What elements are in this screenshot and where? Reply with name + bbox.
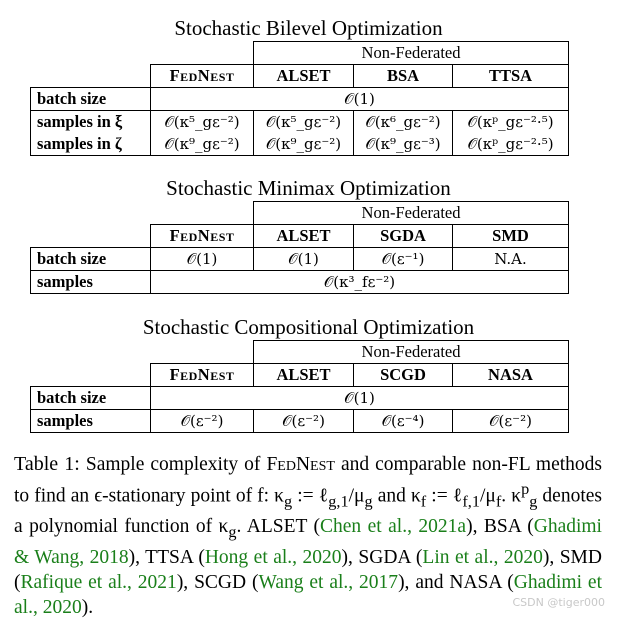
caption-sub: f — [420, 492, 427, 511]
batch-size-value: 𝒪(1) — [151, 248, 254, 271]
row-label-samples: samples — [31, 271, 151, 294]
row-label-batch-size: batch size — [31, 387, 151, 410]
caption-sub: g,1 — [328, 492, 349, 511]
samples-value: 𝒪(ε⁻⁴) — [354, 410, 453, 433]
samples-zeta-value: 𝒪(κᵖ_gε⁻²·⁵) — [453, 133, 569, 156]
samples-xi-value: 𝒪(κ⁶_gε⁻²) — [354, 111, 453, 134]
caption-sub: f,1 — [462, 492, 480, 511]
method-sgda: SGDA — [354, 225, 453, 248]
method-scgd: SCGD — [354, 364, 453, 387]
citation-link-scgd[interactable]: Wang et al., 2017 — [258, 572, 399, 594]
row-label-samples: samples — [31, 410, 151, 433]
table-caption — [14, 452, 602, 620]
method-bsa: BSA — [354, 65, 453, 88]
minimax-title: Stochastic Minimax Optimization — [166, 176, 451, 200]
caption-sub: g — [228, 523, 237, 542]
samples-value: 𝒪(ε⁻²) — [453, 410, 569, 433]
caption-text: and κ — [372, 485, 421, 507]
non-federated-header: Non-Federated — [254, 202, 569, 225]
non-federated-header: Non-Federated — [254, 42, 569, 65]
caption-text: ), TTSA ( — [128, 547, 205, 569]
method-ttsa: TTSA — [453, 65, 569, 88]
caption-sub: g — [364, 492, 373, 511]
caption-text: ), SCGD ( — [176, 572, 259, 594]
batch-size-value: N.A. — [453, 248, 569, 271]
samples-value: 𝒪(ε⁻²) — [254, 410, 354, 433]
samples-value: 𝒪(ε⁻²) — [151, 410, 254, 433]
caption-text: /μ — [479, 485, 496, 507]
batch-size-value: 𝒪(1) — [254, 248, 354, 271]
caption-sub: g — [529, 492, 538, 511]
row-label-samples-xi: samples in ξ — [31, 111, 151, 134]
citation-link-nasa[interactable]: Ghadimi et al., 2020 — [14, 572, 602, 619]
caption-text: := ℓ — [292, 485, 329, 507]
caption-text: ). — [81, 597, 94, 619]
samples-value: 𝒪(κ³_fε⁻²) — [151, 271, 569, 294]
citation-link-alset[interactable]: Chen et al., 2021a — [320, 516, 467, 538]
citation-link-ttsa[interactable]: Hong et al., 2020 — [204, 547, 342, 569]
caption-text: ), and NASA ( — [398, 572, 514, 594]
caption-text: . κ — [501, 485, 522, 507]
caption-sub: g — [284, 492, 293, 511]
caption-text: ), BSA ( — [466, 516, 534, 538]
method-alset: ALSET — [254, 225, 354, 248]
watermark: CSDN @tiger000 — [512, 596, 605, 609]
samples-zeta-value: 𝒪(κ⁹_gε⁻³) — [354, 133, 453, 156]
row-label-batch-size: batch size — [31, 248, 151, 271]
caption-text: and comparable non-FL methods to find an ϵ-stationary point of f: κ — [14, 454, 602, 507]
caption-text: Sample complexity of — [85, 454, 267, 475]
samples-xi-value: 𝒪(κ⁵_gε⁻²) — [254, 111, 354, 134]
caption-text: . ALSET ( — [236, 516, 320, 538]
method-nasa: NASA — [453, 364, 569, 387]
citation-link-bsa[interactable]: Ghadimi & Wang, 2018 — [14, 516, 602, 569]
batch-size-value: 𝒪(ε⁻¹) — [354, 248, 453, 271]
caption-sub: f — [495, 492, 502, 511]
row-label-batch-size: batch size — [31, 88, 151, 111]
compositional-title: Stochastic Compositional Optimization — [142, 315, 475, 339]
samples-zeta-value: 𝒪(κ⁹_gε⁻²) — [151, 133, 254, 156]
non-federated-header: Non-Federated — [254, 341, 569, 364]
method-alset: ALSET — [254, 65, 354, 88]
caption-text: denotes a polynomial function of κ — [14, 485, 602, 538]
caption-text: ), SGDA ( — [341, 547, 423, 569]
bilevel-table — [30, 41, 569, 156]
samples-xi-value: 𝒪(κᵖ_gε⁻²·⁵) — [453, 111, 569, 134]
samples-zeta-value: 𝒪(κ⁹_gε⁻²) — [254, 133, 354, 156]
method-smd: SMD — [453, 225, 569, 248]
caption-text: ), SMD ( — [14, 547, 602, 594]
samples-xi-value: 𝒪(κ⁵_gε⁻²) — [151, 111, 254, 134]
batch-size-value: 𝒪(1) — [151, 88, 569, 111]
method-fednest: FedNest — [151, 225, 254, 248]
method-alset: ALSET — [254, 364, 354, 387]
citation-link-smd[interactable]: Rafique et al., 2021 — [20, 572, 177, 594]
caption-text: := ℓ — [426, 485, 463, 507]
caption-fednest: FedNest — [266, 454, 335, 475]
caption-label: Table 1: — [14, 453, 80, 475]
caption-sup: p — [521, 480, 530, 498]
minimax-table — [30, 201, 569, 294]
compositional-table — [30, 340, 569, 433]
bilevel-title: Stochastic Bilevel Optimization — [174, 16, 443, 40]
method-fednest: FedNest — [151, 65, 254, 88]
caption-text: /μ — [348, 485, 365, 507]
method-fednest: FedNest — [151, 364, 254, 387]
batch-size-value: 𝒪(1) — [151, 387, 569, 410]
citation-link-sgda[interactable]: Lin et al., 2020 — [422, 547, 543, 569]
row-label-samples-zeta: samples in ζ — [31, 133, 151, 156]
